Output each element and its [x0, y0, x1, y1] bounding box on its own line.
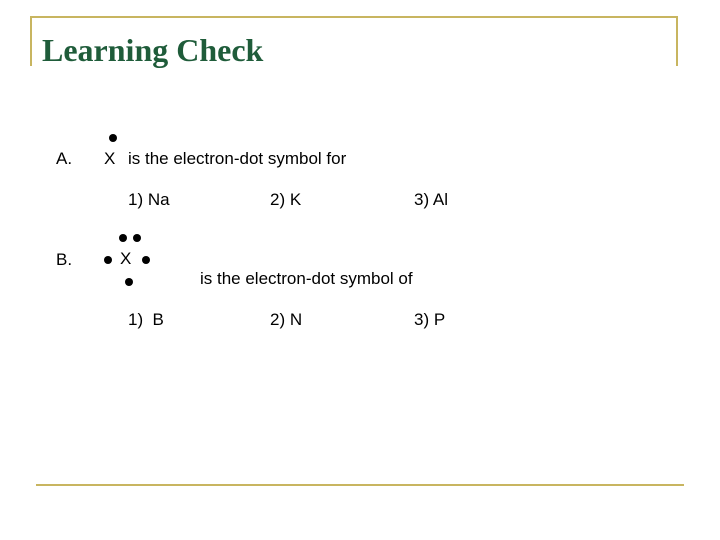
electron-dot	[133, 234, 141, 242]
top-rule	[30, 16, 678, 18]
question-b-label: B.	[56, 250, 73, 269]
left-rule	[30, 16, 32, 66]
electron-dot	[109, 134, 117, 142]
question-b-statement: is the electron-dot symbol of	[200, 269, 413, 288]
question-b-symbol: X	[120, 249, 132, 268]
right-rule	[676, 16, 678, 66]
question-b-choice-1[interactable]: 1) B	[128, 310, 164, 329]
slide-title: Learning Check	[42, 32, 264, 68]
question-a-label: A.	[56, 149, 73, 168]
question-a-statement: is the electron-dot symbol for	[128, 149, 347, 168]
electron-dot	[119, 234, 127, 242]
question-b-choice-3[interactable]: 3) P	[414, 310, 446, 329]
electron-dot	[104, 256, 112, 264]
electron-dot	[125, 278, 133, 286]
question-a-choice-2[interactable]: 2) K	[270, 190, 302, 209]
question-b-choice-2[interactable]: 2) N	[270, 310, 303, 329]
question-a-symbol: X	[104, 149, 116, 168]
bottom-rule	[36, 484, 684, 486]
electron-dot	[142, 256, 150, 264]
question-a-choice-1[interactable]: 1) Na	[128, 190, 170, 209]
question-a-choice-3[interactable]: 3) Al	[414, 190, 449, 209]
